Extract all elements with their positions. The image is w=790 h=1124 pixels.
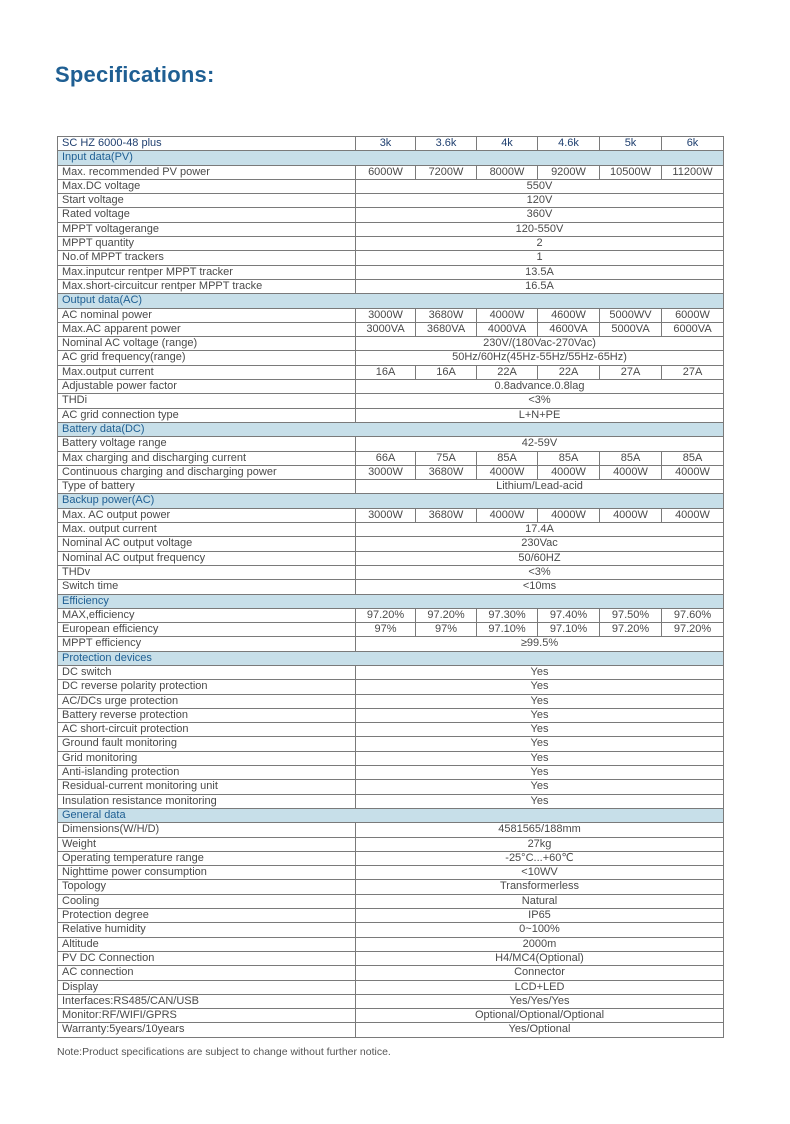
spec-row bbox=[58, 194, 724, 208]
spec-label: Rated voltage bbox=[58, 208, 356, 222]
section-header-row bbox=[58, 594, 724, 608]
spec-value: 85A bbox=[477, 451, 538, 465]
spec-value: 4000W bbox=[600, 465, 662, 479]
spec-value: 4000W bbox=[538, 465, 600, 479]
spec-row bbox=[58, 737, 724, 751]
spec-value: Transformerless bbox=[356, 880, 724, 894]
spec-value: <3% bbox=[356, 394, 724, 408]
spec-row bbox=[58, 951, 724, 965]
spec-row bbox=[58, 608, 724, 622]
spec-value: 97.20% bbox=[356, 608, 416, 622]
spec-row bbox=[58, 766, 724, 780]
spec-label: Cooling bbox=[58, 894, 356, 908]
spec-label: Max. output current bbox=[58, 523, 356, 537]
spec-value: 4600VA bbox=[538, 322, 600, 336]
spec-row bbox=[58, 208, 724, 222]
spec-value: 97.10% bbox=[477, 623, 538, 637]
spec-label: THDi bbox=[58, 394, 356, 408]
spec-value: 9200W bbox=[538, 165, 600, 179]
spec-value: 4000W bbox=[477, 308, 538, 322]
spec-row bbox=[58, 680, 724, 694]
spec-value: 5000WV bbox=[600, 308, 662, 322]
spec-value: Yes bbox=[356, 708, 724, 722]
spec-row bbox=[58, 866, 724, 880]
spec-row bbox=[58, 880, 724, 894]
spec-row bbox=[58, 480, 724, 494]
spec-value: 10500W bbox=[600, 165, 662, 179]
spec-value: 4000W bbox=[477, 465, 538, 479]
spec-value: 8000W bbox=[477, 165, 538, 179]
spec-value: ≥99.5% bbox=[356, 637, 724, 651]
spec-row bbox=[58, 966, 724, 980]
spec-row bbox=[58, 894, 724, 908]
section-header-row bbox=[58, 808, 724, 822]
spec-label: DC reverse polarity protection bbox=[58, 680, 356, 694]
spec-value: 97% bbox=[356, 623, 416, 637]
spec-label: Max.short-circuitcur rentper MPPT tracke bbox=[58, 279, 356, 293]
spec-value: 4000W bbox=[662, 465, 724, 479]
spec-label: AC short-circuit protection bbox=[58, 723, 356, 737]
spec-row bbox=[58, 780, 724, 794]
spec-value: Yes bbox=[356, 737, 724, 751]
spec-value: <10WV bbox=[356, 866, 724, 880]
spec-value: 0.8advance.0.8lag bbox=[356, 380, 724, 394]
section-title: Output data(AC) bbox=[58, 294, 724, 308]
section-title: General data bbox=[58, 808, 724, 822]
spec-row bbox=[58, 909, 724, 923]
spec-label: Residual-current monitoring unit bbox=[58, 780, 356, 794]
spec-value: 4000W bbox=[662, 508, 724, 522]
spec-row bbox=[58, 1009, 724, 1023]
spec-label: Nighttime power consumption bbox=[58, 866, 356, 880]
spec-value: 120V bbox=[356, 194, 724, 208]
spec-row bbox=[58, 451, 724, 465]
spec-label: Protection degree bbox=[58, 909, 356, 923]
spec-row bbox=[58, 322, 724, 336]
spec-value: 3680VA bbox=[416, 322, 477, 336]
spec-value: 120-550V bbox=[356, 222, 724, 236]
spec-label: Max.output current bbox=[58, 365, 356, 379]
spec-value: IP65 bbox=[356, 909, 724, 923]
spec-row bbox=[58, 623, 724, 637]
spec-row bbox=[58, 1023, 724, 1037]
spec-label: Max. AC output power bbox=[58, 508, 356, 522]
spec-row bbox=[58, 794, 724, 808]
spec-row bbox=[58, 523, 724, 537]
spec-label: AC/DCs urge protection bbox=[58, 694, 356, 708]
spec-value: 4600W bbox=[538, 308, 600, 322]
spec-value: 97.50% bbox=[600, 608, 662, 622]
spec-value: 85A bbox=[538, 451, 600, 465]
spec-row bbox=[58, 222, 724, 236]
spec-value: 97% bbox=[416, 623, 477, 637]
spec-value: <3% bbox=[356, 565, 724, 579]
spec-value: 27kg bbox=[356, 837, 724, 851]
spec-label: MPPT efficiency bbox=[58, 637, 356, 651]
spec-label: Battery voltage range bbox=[58, 437, 356, 451]
spec-row bbox=[58, 537, 724, 551]
section-header-row bbox=[58, 422, 724, 436]
spec-value: 230V/(180Vac-270Vac) bbox=[356, 337, 724, 351]
section-header-row bbox=[58, 294, 724, 308]
spec-label: Dimensions(W/H/D) bbox=[58, 823, 356, 837]
spec-row bbox=[58, 694, 724, 708]
spec-row bbox=[58, 508, 724, 522]
spec-row bbox=[58, 408, 724, 422]
spec-value: Yes bbox=[356, 723, 724, 737]
section-header-row bbox=[58, 151, 724, 165]
spec-value: 2 bbox=[356, 237, 724, 251]
spec-label: Topology bbox=[58, 880, 356, 894]
spec-value: 97.40% bbox=[538, 608, 600, 622]
column-header: 4.6k bbox=[538, 137, 600, 151]
spec-value: Yes bbox=[356, 751, 724, 765]
spec-value: Connector bbox=[356, 966, 724, 980]
spec-value: 97.30% bbox=[477, 608, 538, 622]
spec-value: 4581565/188mm bbox=[356, 823, 724, 837]
spec-value: Yes/Yes/Yes bbox=[356, 994, 724, 1008]
section-title: Backup power(AC) bbox=[58, 494, 724, 508]
spec-value: 6000VA bbox=[662, 322, 724, 336]
spec-value: Yes bbox=[356, 694, 724, 708]
spec-label: Insulation resistance monitoring bbox=[58, 794, 356, 808]
spec-value: 4000W bbox=[600, 508, 662, 522]
spec-value: Yes bbox=[356, 780, 724, 794]
spec-value: LCD+LED bbox=[356, 980, 724, 994]
spec-row bbox=[58, 465, 724, 479]
spec-value: 27A bbox=[600, 365, 662, 379]
spec-value: Optional/Optional/Optional bbox=[356, 1009, 724, 1023]
spec-label: Nominal AC output voltage bbox=[58, 537, 356, 551]
spec-value: 7200W bbox=[416, 165, 477, 179]
spec-label: Weight bbox=[58, 837, 356, 851]
spec-value: 42-59V bbox=[356, 437, 724, 451]
spec-label: AC grid frequency(range) bbox=[58, 351, 356, 365]
section-title: Efficiency bbox=[58, 594, 724, 608]
spec-value: Lithium/Lead-acid bbox=[356, 480, 724, 494]
spec-value: 97.20% bbox=[662, 623, 724, 637]
column-header: 3k bbox=[356, 137, 416, 151]
section-title: Protection devices bbox=[58, 651, 724, 665]
spec-value: 230Vac bbox=[356, 537, 724, 551]
spec-row bbox=[58, 665, 724, 679]
spec-value: 4000VA bbox=[477, 322, 538, 336]
section-header-row bbox=[58, 651, 724, 665]
spec-label: Grid monitoring bbox=[58, 751, 356, 765]
spec-label: Relative humidity bbox=[58, 923, 356, 937]
spec-value: 75A bbox=[416, 451, 477, 465]
spec-value: 6000W bbox=[356, 165, 416, 179]
section-title: Input data(PV) bbox=[58, 151, 724, 165]
spec-value: 360V bbox=[356, 208, 724, 222]
spec-row bbox=[58, 723, 724, 737]
spec-label: Continuous charging and discharging power bbox=[58, 465, 356, 479]
spec-value: 17.4A bbox=[356, 523, 724, 537]
spec-row bbox=[58, 551, 724, 565]
spec-label: Max.AC apparent power bbox=[58, 322, 356, 336]
spec-row bbox=[58, 637, 724, 651]
spec-value: H4/MC4(Optional) bbox=[356, 951, 724, 965]
spec-label: European efficiency bbox=[58, 623, 356, 637]
spec-label: Warranty:5years/10years bbox=[58, 1023, 356, 1037]
spec-value: Yes bbox=[356, 665, 724, 679]
spec-value: 97.60% bbox=[662, 608, 724, 622]
spec-value: 85A bbox=[662, 451, 724, 465]
spec-value: 3000W bbox=[356, 308, 416, 322]
spec-row bbox=[58, 580, 724, 594]
page-title: Specifications: bbox=[55, 62, 215, 87]
model-name: SC HZ 6000-48 plus bbox=[58, 137, 356, 151]
spec-label: Nominal AC voltage (range) bbox=[58, 337, 356, 351]
spec-row bbox=[58, 251, 724, 265]
spec-label: THDv bbox=[58, 565, 356, 579]
spec-label: MAX,efficiency bbox=[58, 608, 356, 622]
spec-value: 16.5A bbox=[356, 279, 724, 293]
spec-value: 97.20% bbox=[416, 608, 477, 622]
spec-value: L+N+PE bbox=[356, 408, 724, 422]
spec-label: Ground fault monitoring bbox=[58, 737, 356, 751]
spec-row bbox=[58, 851, 724, 865]
section-header-row bbox=[58, 494, 724, 508]
spec-row bbox=[58, 437, 724, 451]
spec-value: 3000W bbox=[356, 465, 416, 479]
spec-row bbox=[58, 337, 724, 351]
spec-label: Battery reverse protection bbox=[58, 708, 356, 722]
column-header: 3.6k bbox=[416, 137, 477, 151]
spec-label: Display bbox=[58, 980, 356, 994]
spec-value: 550V bbox=[356, 179, 724, 193]
spec-value: 5000VA bbox=[600, 322, 662, 336]
column-header: 6k bbox=[662, 137, 724, 151]
spec-label: No.of MPPT trackers bbox=[58, 251, 356, 265]
spec-label: Type of battery bbox=[58, 480, 356, 494]
spec-value: 3000W bbox=[356, 508, 416, 522]
spec-value: 22A bbox=[477, 365, 538, 379]
table-header-row bbox=[58, 137, 724, 151]
spec-row bbox=[58, 380, 724, 394]
spec-value: 2000m bbox=[356, 937, 724, 951]
spec-row bbox=[58, 565, 724, 579]
spec-label: Max. recommended PV power bbox=[58, 165, 356, 179]
spec-row bbox=[58, 394, 724, 408]
spec-row bbox=[58, 308, 724, 322]
spec-label: AC nominal power bbox=[58, 308, 356, 322]
spec-label: Nominal AC output frequency bbox=[58, 551, 356, 565]
spec-value: Yes/Optional bbox=[356, 1023, 724, 1037]
spec-label: AC grid connection type bbox=[58, 408, 356, 422]
spec-label: Anti-islanding protection bbox=[58, 766, 356, 780]
spec-value: 1 bbox=[356, 251, 724, 265]
spec-value: 50/60HZ bbox=[356, 551, 724, 565]
spec-value: 13.5A bbox=[356, 265, 724, 279]
spec-row bbox=[58, 823, 724, 837]
spec-value: 85A bbox=[600, 451, 662, 465]
spec-value: 0~100% bbox=[356, 923, 724, 937]
spec-value: 22A bbox=[538, 365, 600, 379]
spec-label: Max.inputcur rentper MPPT tracker bbox=[58, 265, 356, 279]
spec-value: 50Hz/60Hz(45Hz-55Hz/55Hz-65Hz) bbox=[356, 351, 724, 365]
spec-value: <10ms bbox=[356, 580, 724, 594]
spec-row bbox=[58, 837, 724, 851]
spec-value: 3680W bbox=[416, 508, 477, 522]
spec-value: 97.10% bbox=[538, 623, 600, 637]
spec-value: Yes bbox=[356, 766, 724, 780]
spec-value: 3680W bbox=[416, 308, 477, 322]
spec-label: Switch time bbox=[58, 580, 356, 594]
spec-value: 3000VA bbox=[356, 322, 416, 336]
spec-label: AC connection bbox=[58, 966, 356, 980]
spec-value: 66A bbox=[356, 451, 416, 465]
spec-label: Adjustable power factor bbox=[58, 380, 356, 394]
specifications-table bbox=[57, 136, 724, 1038]
spec-value: -25°C...+60℃ bbox=[356, 851, 724, 865]
spec-label: PV DC Connection bbox=[58, 951, 356, 965]
spec-value: 4000W bbox=[538, 508, 600, 522]
spec-row bbox=[58, 994, 724, 1008]
spec-value: 6000W bbox=[662, 308, 724, 322]
spec-value: Yes bbox=[356, 680, 724, 694]
spec-row bbox=[58, 165, 724, 179]
section-title: Battery data(DC) bbox=[58, 422, 724, 436]
spec-label: MPPT quantity bbox=[58, 237, 356, 251]
spec-label: MPPT voltagerange bbox=[58, 222, 356, 236]
spec-label: Start voltage bbox=[58, 194, 356, 208]
spec-value: Yes bbox=[356, 794, 724, 808]
spec-value: 4000W bbox=[477, 508, 538, 522]
spec-value: 97.20% bbox=[600, 623, 662, 637]
spec-row bbox=[58, 279, 724, 293]
spec-label: Operating temperature range bbox=[58, 851, 356, 865]
spec-row bbox=[58, 365, 724, 379]
spec-row bbox=[58, 708, 724, 722]
spec-label: Max.DC voltage bbox=[58, 179, 356, 193]
spec-row bbox=[58, 923, 724, 937]
spec-value: 16A bbox=[416, 365, 477, 379]
spec-label: Altitude bbox=[58, 937, 356, 951]
spec-label: Interfaces:RS485/CAN/USB bbox=[58, 994, 356, 1008]
spec-row bbox=[58, 237, 724, 251]
spec-value: 27A bbox=[662, 365, 724, 379]
column-header: 4k bbox=[477, 137, 538, 151]
column-header: 5k bbox=[600, 137, 662, 151]
spec-label: Max charging and discharging current bbox=[58, 451, 356, 465]
spec-row bbox=[58, 937, 724, 951]
spec-value: 16A bbox=[356, 365, 416, 379]
spec-label: DC switch bbox=[58, 665, 356, 679]
spec-row bbox=[58, 265, 724, 279]
specifications-table-body bbox=[58, 137, 724, 1038]
spec-value: 11200W bbox=[662, 165, 724, 179]
spec-value: 3680W bbox=[416, 465, 477, 479]
spec-row bbox=[58, 179, 724, 193]
spec-row bbox=[58, 751, 724, 765]
spec-label: Monitor:RF/WIFI/GPRS bbox=[58, 1009, 356, 1023]
spec-row bbox=[58, 351, 724, 365]
spec-row bbox=[58, 980, 724, 994]
spec-value: Natural bbox=[356, 894, 724, 908]
footnote: Note:Product specifications are subject to change without further notice. bbox=[57, 1046, 391, 1058]
